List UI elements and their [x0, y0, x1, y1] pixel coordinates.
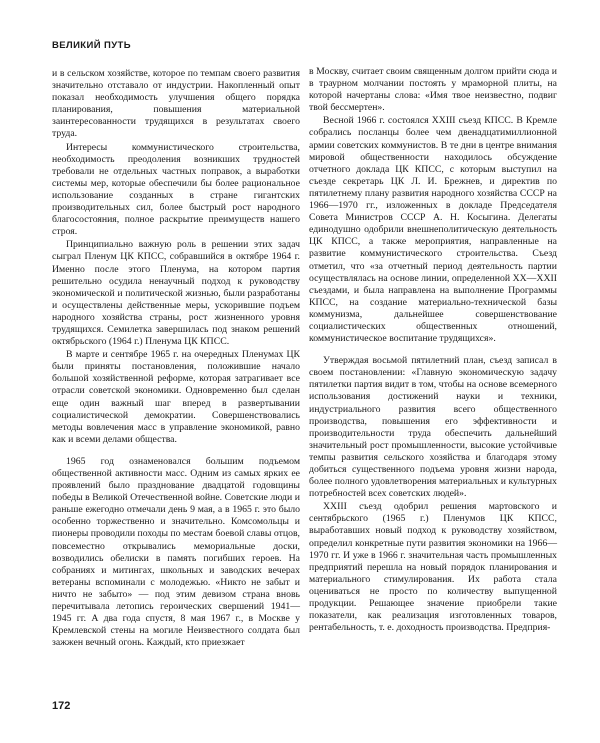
- left-column: [52, 68, 300, 649]
- right-column: [309, 66, 557, 634]
- running-title: ВЕЛИКИЙ ПУТЬ: [52, 40, 131, 51]
- paragraph: Принципиально важную роль в решении этих задач сыграл Пленум ЦК КПСС, собравшийся в октябре 1964 г. Именно после этого Пленума, на котором партия решительно осудила ненаучный подход к руководству экономической и политической жизнью, были разработаны и осуществлены действенные меры, ускорившие подъем народного хозяйства страны, рост жизненного уровня трудящихся. Семилетка завершилась под знаком решений октябрьского (1964 г.) Пленума ЦК КПСС.: [52, 239, 300, 348]
- paragraph: Утверждая восьмой пятилетний план, съезд записал в своем постановлении: «Главную экономическую задачу пятилетки партия видит в том, чтобы на основе всемерного использования достижений науки и техники, индустриального развития всего общественного производства, повышения его эффективности и производительности труда обеспечить дальнейший значительный рост промышленности, высокие устойчивые темпы развития сельского хозяйства и благодаря этому добиться существенного подъема уровня жизни народа, более полного удовлетворения материальных и культурных потребностей всех советских людей».: [309, 355, 557, 500]
- paragraph: Интересы коммунистического строительства, необходимость преодоления возникших трудностей требовали не отдельных частных поправок, а выработки системы мер, которые обеспечили бы более рациональное использование созданных в стране гигантских производительных сил, более быстрый рост народного благосостояния, полное раскрытие преимуществ нашего строя.: [52, 141, 300, 238]
- paragraph: в Москву, считает своим священным долгом прийти сюда и в траурном молчании постоять у мраморной плиты, на которой начертаны слова: «Имя твое неизвестно, подвиг твой бессмертен».: [309, 66, 557, 114]
- page-number: 172: [52, 700, 71, 712]
- paragraph: 1965 год ознаменовался большим подъемом общественной активности масс. Одним из самых ярких ее проявлений было празднование двадцатой годовщины победы в Великой Отечественной войне. Советские люди и раньше ежегодно отмечали день 9 мая, а в 1965 г. это было особенно торжественно и значительно. Комсомольцы и пионеры проводили походы по местам боевой славы отцов, повсеместно открывались мемориальные доски, возводились обелиски в память погибших героев. На собраниях и митингах, школьных и заводских вечерах ветераны вспоминали с молодежью. «Никто не забыт и ничто не забыто» — под этим девизом страна вновь перечитывала летопись героических свершений 1941—1945 гг. А два года спустя, 8 мая 1967 г., в Москве у Кремлевской стены на могиле Неизвестного солдата был зажжен вечный огонь. Каждый, кто приезжает: [52, 455, 300, 649]
- paragraph: XXIII съезд одобрил решения мартовского и сентябрьского (1965 г.) Пленумов ЦК КПСС, выработавших новый подход к руководству хозяйством, определил конкретные пути развития экономики на 1966—1970 гг. И уже в 1966 г. значительная часть промышленных предприятий перешла на новый порядок планирования и материального стимулирования. Их работа стала оцениваться не просто по количеству выпущенной продукции. Решающее значение приобрели такие показатели, как реализация изготовленных товаров, рентабельность, т. е. доходность производства. Предприя-: [309, 501, 557, 634]
- paragraph: Весной 1966 г. состоялся XXIII съезд КПСС. В Кремле собрались посланцы более чем двенадцатимиллионной армии советских коммунистов. В те дни в центре внимания мировой общественности находилось обсуждение отчетного доклада ЦК КПСС, с которым выступил на съезде секретарь ЦК Л. И. Брежнев, и директив по пятилетнему плану развития народного хозяйства СССР на 1966—1970 гг., изложенных в докладе Председателя Совета Министров СССР А. Н. Косыгина. Делегаты единодушно одобрили внешнеполитическую деятельность ЦК КПСС, а также мероприятия, направленные на развитие коммунистического строительства. Съезд отметил, что «за отчетный период деятельность партии осуществлялась на основе линии, определенной XX—XXII съездами, и была направлена на выполнение Программы КПСС, на создание материально-технической базы коммунизма, дальнейшее совершенствование социалистических общественных отношений, коммунистическое воспитание трудящихся».: [309, 115, 557, 345]
- paragraph: и в сельском хозяйстве, которое по темпам своего развития значительно отставало от индустрии. Накопленный опыт показал необходимость улучшения общего порядка планирования, повышения материальной заинтересованности трудящихся в результатах своего труда.: [52, 68, 300, 140]
- paragraph: В марте и сентябре 1965 г. на очередных Пленумах ЦК были приняты постановления, положившие начало большой хозяйственной реформе, которая затрагивает все отрасли советской экономики. Одновременно был сделан еще один важный шаг вперед в развертывании социалистической демократии. Совершенствовались методы вовлечения масс в управление экономикой, равно как и всеми делами общества.: [52, 349, 300, 445]
